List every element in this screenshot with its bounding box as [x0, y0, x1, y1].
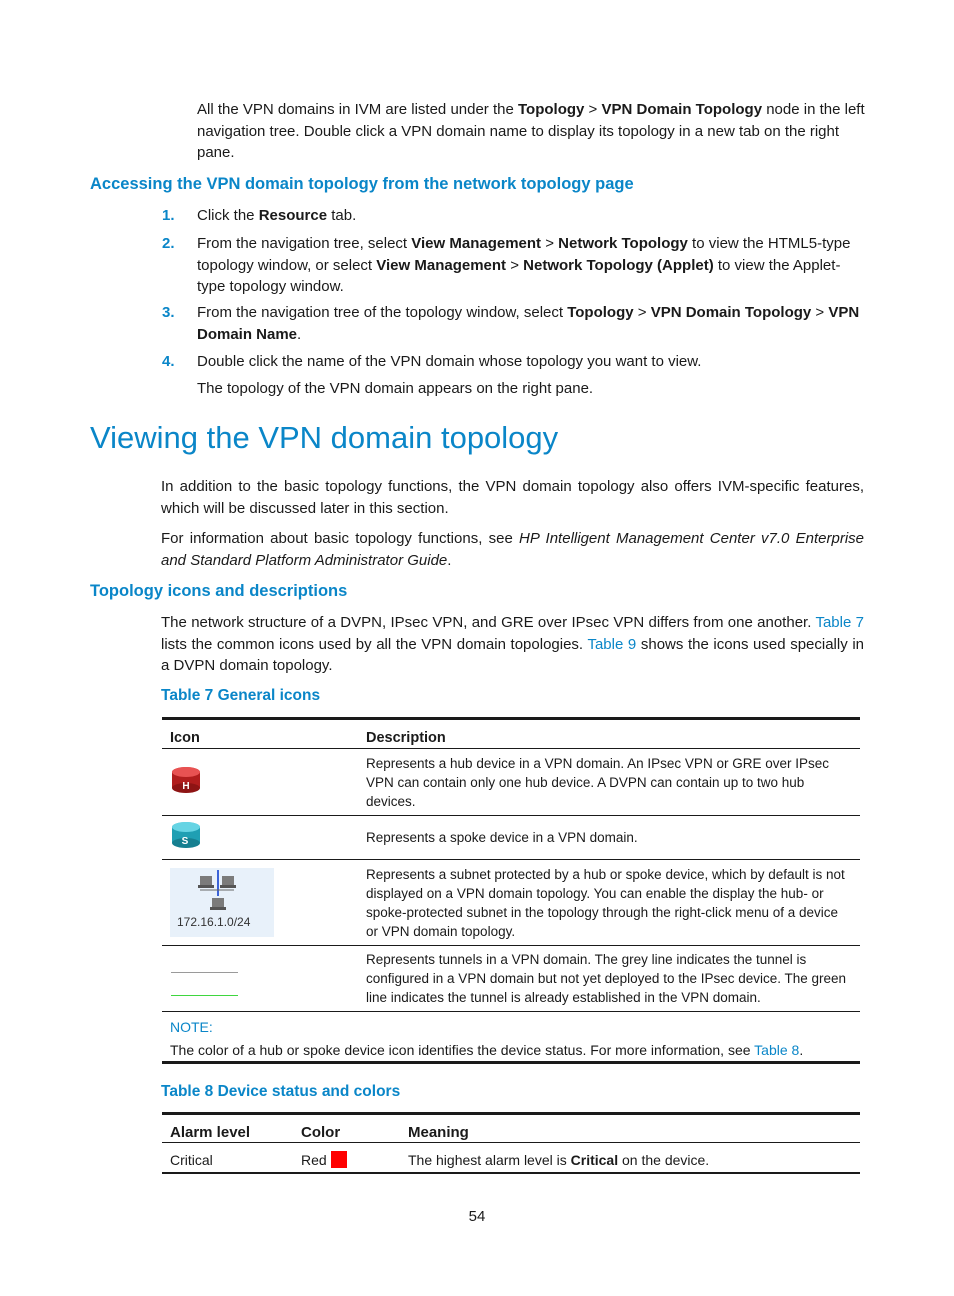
text: The highest alarm level is [408, 1151, 571, 1168]
text: to view the Applet-type topology window. [197, 256, 841, 295]
text: tab. [327, 207, 357, 224]
text: > [506, 256, 524, 274]
step-item [162, 233, 865, 298]
text: > [633, 304, 651, 321]
step-text [197, 302, 865, 345]
tunnel-lines-icon [170, 959, 240, 999]
meaning-cell [400, 1143, 860, 1174]
table-header-row [162, 1114, 860, 1143]
subnet-icon [170, 868, 274, 937]
step-item [162, 205, 357, 227]
text: For information about basic topology functions, see [161, 530, 520, 547]
icon-cell [162, 749, 358, 816]
page-title: Viewing the VPN domain topology [90, 420, 559, 455]
table-row [162, 749, 860, 816]
ui-term: Network Topology (Applet) [523, 256, 714, 274]
table-row [162, 1143, 860, 1174]
ui-term: Critical [570, 1151, 619, 1168]
step-text [197, 351, 865, 373]
text: The network structure of a DVPN, IPsec VPN, and GRE over IPsec VPN differs from one another. [161, 614, 816, 631]
hub-device-icon [170, 765, 202, 795]
step-result: The topology of the VPN domain appears on the right pane. [197, 380, 594, 397]
text: Double click the name of the VPN domain whose topology you want to view. [197, 353, 702, 370]
text: From the navigation tree, select [197, 235, 412, 252]
table-7-caption: Table 7 General icons [161, 687, 321, 704]
column-header: Icon [162, 719, 358, 749]
note-cell [162, 1012, 860, 1063]
paragraph: In addition to the basic topology functions, the VPN domain topology also offers IVM-specific features, which will be discussed later in this section. [161, 478, 864, 517]
general-icons-table [162, 717, 860, 1064]
paragraph [161, 528, 864, 571]
subnet-icon-graphic [170, 868, 274, 912]
device-status-table [162, 1112, 860, 1174]
hub-icon-letter: H [182, 780, 190, 792]
color-name: Red [301, 1152, 327, 1168]
step-text [197, 233, 865, 298]
page-number: 54 [468, 1208, 486, 1225]
grey-tunnel-line [171, 972, 238, 973]
step-item [162, 351, 865, 373]
column-header: Description [358, 719, 860, 749]
note-text [170, 1041, 852, 1060]
ui-term: View Management [411, 235, 542, 252]
table-row [162, 946, 860, 1012]
ui-term: VPN Domain Topology [650, 304, 812, 321]
description-cell: Represents a subnet protected by a hub or spoke device, which by default is not displayed on a VPN domain topology. You can enable the display the hub- or spoke-protected subnet in the topology through the right-click menu of a device or VPN domain topology. [358, 860, 860, 946]
text: All the VPN domains in IVM are listed under the [197, 101, 518, 118]
note-row [162, 1012, 860, 1063]
text: > [584, 101, 602, 118]
step-item [162, 302, 865, 345]
table-header-row [162, 719, 860, 749]
alarm-level-cell: Critical [162, 1143, 293, 1174]
table-row [162, 860, 860, 946]
icon-cell [162, 946, 358, 1012]
subnet-label: 172.16.1.0/24 [177, 915, 251, 929]
step-number: 4. [162, 353, 175, 370]
red-color-swatch [331, 1151, 347, 1168]
text: to view the HTML5-type topology window, or select [197, 235, 851, 274]
paragraph [161, 612, 864, 677]
text: > [811, 304, 829, 321]
table-9-link[interactable]: Table 9 [587, 635, 637, 653]
spoke-icon-letter: S [181, 836, 189, 847]
text: From the navigation tree of the topology window, select [197, 304, 568, 321]
intro-paragraph [197, 99, 865, 164]
text: node in the left navigation tree. Double click a VPN domain name to display its topology in a new tab on the right pane. [197, 101, 865, 161]
icon-cell [162, 816, 358, 860]
table-7-link[interactable]: Table 7 [815, 614, 865, 631]
table-8-link[interactable]: Table 8 [754, 1042, 800, 1058]
color-cell [293, 1143, 400, 1174]
text: . [297, 325, 302, 343]
ui-term: Network Topology [558, 235, 688, 252]
text: > [541, 235, 559, 252]
text: The color of a hub or spoke device icon identifies the device status. For more information, see [170, 1042, 755, 1058]
spoke-device-icon [170, 820, 202, 850]
text: shows the icons used specially in a DVPN domain topology. [161, 635, 864, 674]
ui-term: Topology [567, 304, 634, 321]
green-tunnel-line [171, 995, 238, 996]
icon-cell [162, 860, 358, 946]
column-header: Meaning [400, 1114, 860, 1143]
ui-term: Resource [258, 207, 328, 224]
ui-term: VPN Domain Topology [601, 101, 763, 118]
note-label: NOTE: [170, 1019, 213, 1035]
ui-term: VPN Domain Name [197, 304, 860, 343]
ui-term: View Management [376, 256, 507, 274]
text: . [447, 551, 452, 569]
text: on the device. [618, 1151, 710, 1168]
description-cell: Represents tunnels in a VPN domain. The grey line indicates the tunnel is configured in a VPN domain but not yet deployed to the IPsec device. The green line indicates the tunnel is already established in the VPN domain. [358, 946, 860, 1012]
step-number: 2. [162, 235, 175, 252]
column-header: Alarm level [162, 1114, 293, 1143]
step-number: 1. [162, 207, 175, 224]
description-cell: Represents a spoke device in a VPN domain. [358, 816, 860, 860]
reference-title: HP Intelligent Management Center v7.0 Enterprise and Standard Platform Administrator Guide [161, 530, 865, 569]
section-heading-icons: Topology icons and descriptions [90, 582, 348, 600]
column-header: Color [293, 1114, 400, 1143]
text: Click the [197, 207, 259, 224]
text: . [799, 1042, 804, 1058]
section-heading-access: Accessing the VPN domain topology from the network topology page [90, 175, 634, 193]
ui-term: Topology [518, 101, 585, 118]
table-row [162, 816, 860, 860]
step-number: 3. [162, 304, 175, 321]
table-8-caption: Table 8 Device status and colors [161, 1083, 401, 1100]
description-cell: Represents a hub device in a VPN domain. An IPsec VPN or GRE over IPsec VPN can contain only one hub device. A DVPN can contain up to two hub devices. [358, 749, 860, 816]
text: lists the common icons used by all the VPN domain topologies. [161, 635, 588, 653]
step-text [197, 205, 865, 227]
